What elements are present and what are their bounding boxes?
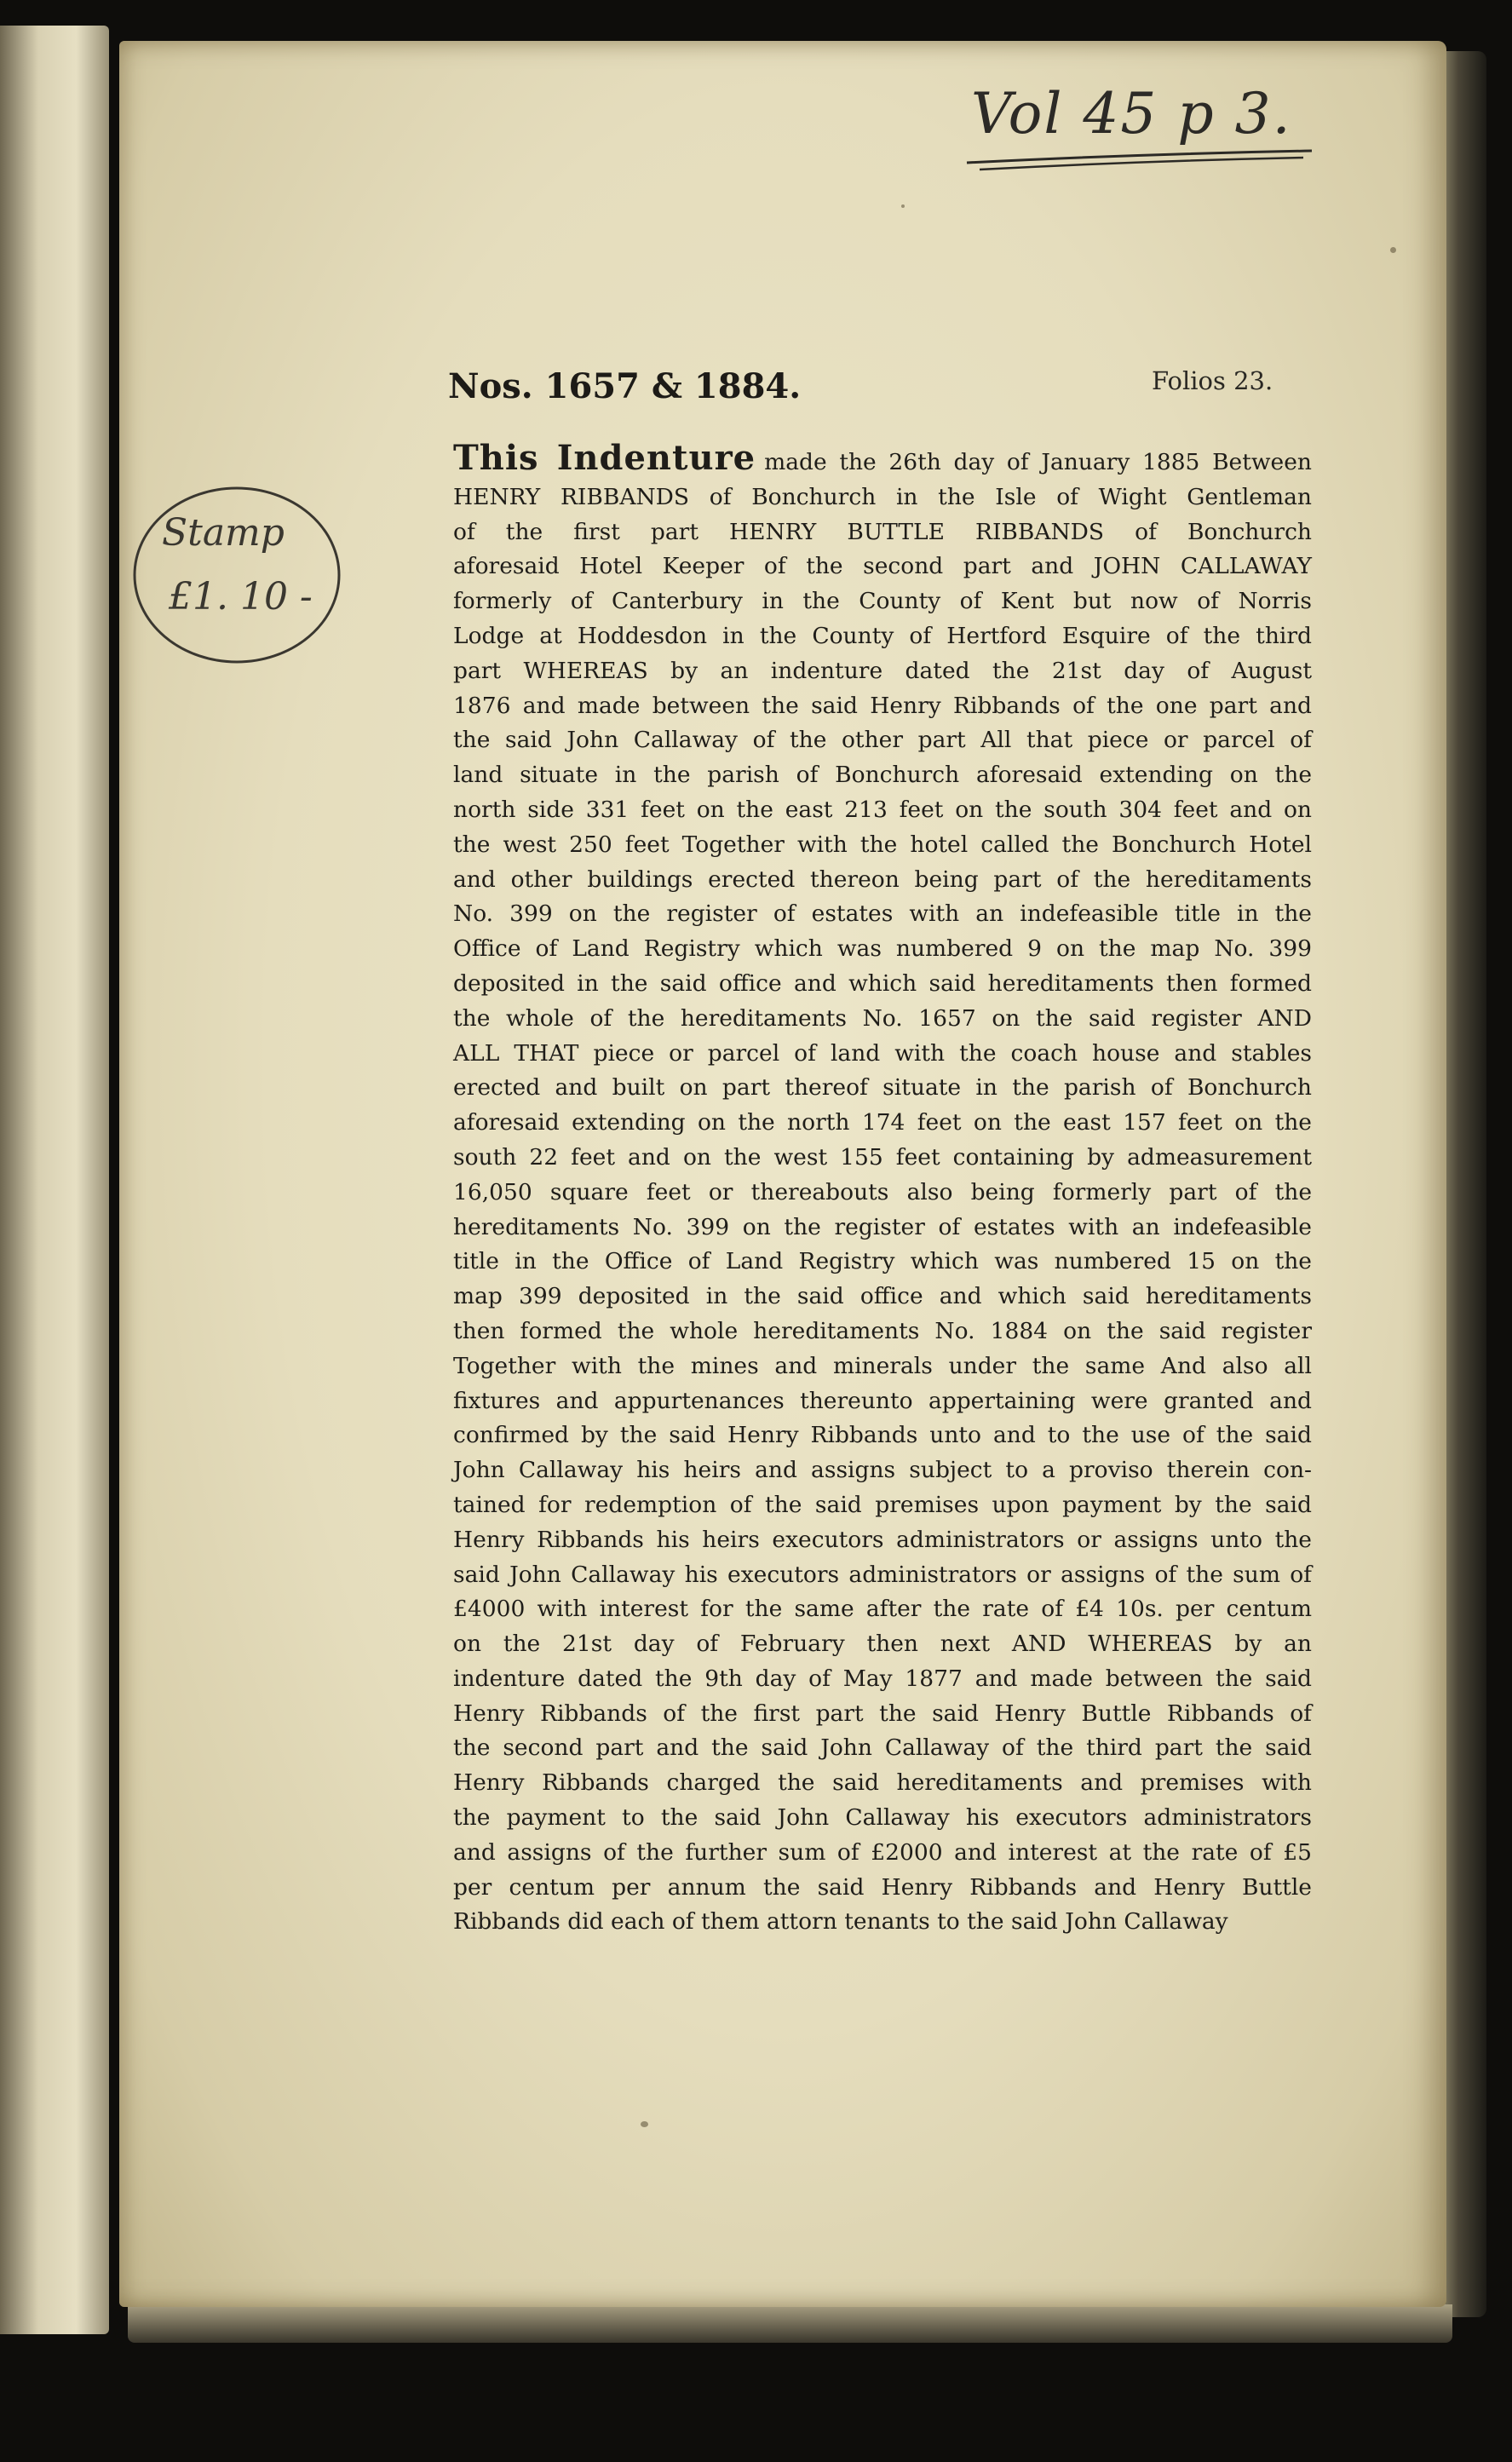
text-line: said John Callaway his executors administrators or assigns of the sum of <box>453 1561 1312 1588</box>
text-line: on the 21st day of February then next AND WHEREAS by an <box>453 1631 1312 1658</box>
folios-count: Folios 23. <box>1152 366 1273 395</box>
paper-speck <box>641 2121 648 2127</box>
book-spine-edge <box>1440 51 1486 2317</box>
text-line: Together with the mines and minerals under the same And also all <box>453 1352 1312 1379</box>
page-stack-bottom <box>128 2304 1452 2343</box>
stamp-amount: £1. 10 - <box>169 575 313 618</box>
text-line: confirmed by the said Henry Ribbands unto and to the use of the said <box>453 1422 1312 1449</box>
volume-reference <box>971 81 1295 166</box>
text-line: Henry Ribbands of the first part the said Henry Buttle Ribbands of <box>453 1700 1312 1727</box>
facing-page-edge <box>0 26 109 2334</box>
text-line: north side 331 feet on the east 213 feet on the south 304 feet and on <box>453 796 1312 823</box>
underline-stroke <box>963 147 1320 173</box>
text-line: 1876 and made between the said Henry Ribbands of the one part and <box>453 692 1312 719</box>
volume-reference-text: Vol 45 p 3. <box>971 81 1292 147</box>
text-line: John Callaway his heirs and assigns subject to a proviso therein con- <box>453 1457 1312 1484</box>
text-line: title in the Office of Land Registry which was numbered 15 on the <box>453 1248 1312 1275</box>
stamp-label: Stamp <box>162 511 285 555</box>
indenture-title: This Indenture <box>453 438 756 478</box>
text-line: hereditaments No. 399 on the register of estates with an indefeasible <box>453 1213 1312 1240</box>
text-line: per centum per annum the said Henry Ribbands and Henry Buttle <box>453 1873 1312 1901</box>
text-line: aforesaid extending on the north 174 feet on the east 157 feet on the <box>453 1109 1312 1136</box>
text-line: the second part and the said John Callaway of the third part the said <box>453 1734 1312 1762</box>
text-line: indenture dated the 9th day of May 1877 and made between the said <box>453 1665 1312 1692</box>
text-line: deposited in the said office and which said hereditaments then formed <box>453 969 1312 997</box>
text-line: £4000 with interest for the same after the rate of £4 10s. per centum <box>453 1596 1312 1623</box>
text-line: 16,050 square feet or thereabouts also being formerly part of the <box>453 1178 1312 1205</box>
indenture-body <box>453 438 1312 1940</box>
text-line: No. 399 on the register of estates with an indefeasible title in the <box>453 900 1312 928</box>
text-line: then formed the whole hereditaments No. 1884 on the said register <box>453 1317 1312 1344</box>
text-line: Henry Ribbands charged the said hereditaments and premises with <box>453 1769 1312 1797</box>
text-line: the said John Callaway of the other part All that piece or parcel of <box>453 727 1312 754</box>
text-line: the whole of the hereditaments No. 1657 on the said register AND <box>453 1004 1312 1032</box>
text-line: This Indenture made the 26th day of January 1885 Between <box>453 438 1312 478</box>
text-line: Henry Ribbands his heirs executors administrators or assigns unto the <box>453 1526 1312 1553</box>
register-numbers-heading: Nos. 1657 & 1884. <box>448 366 802 406</box>
paper-speck <box>1390 247 1396 253</box>
text-line: erected and built on part thereof situate in the parish of Bonchurch <box>453 1074 1312 1102</box>
text-line: aforesaid Hotel Keeper of the second part and JOHN CALLAWAY <box>453 553 1312 580</box>
text-line: Ribbands did each of them attorn tenants to the said John Callaway <box>453 1908 1228 1936</box>
text-line: ALL THAT piece or parcel of land with the coach house and stables <box>453 1039 1312 1067</box>
text-line: part WHEREAS by an indenture dated the 21st day of August <box>453 657 1312 684</box>
text-line: formerly of Canterbury in the County of Kent but now of Norris <box>453 588 1312 615</box>
text-line: map 399 deposited in the said office and which said hereditaments <box>453 1283 1312 1310</box>
text-line: the payment to the said John Callaway his executors administrators <box>453 1804 1312 1832</box>
text-line: Lodge at Hoddesdon in the County of Hertford Esquire of the third <box>453 622 1312 649</box>
text-line: south 22 feet and on the west 155 feet containing by admeasurement <box>453 1143 1312 1171</box>
text-line: fixtures and appurtenances thereunto appertaining were granted and <box>453 1387 1312 1414</box>
stamp-annotation <box>128 481 345 669</box>
text-line: tained for redemption of the said premises upon payment by the said <box>453 1491 1312 1518</box>
text-line: the west 250 feet Together with the hotel called the Bonchurch Hotel <box>453 831 1312 858</box>
text-line: and assigns of the further sum of £2000 and interest at the rate of £5 <box>453 1838 1312 1866</box>
paper-speck <box>901 204 905 208</box>
text-line: and other buildings erected thereon being part of the hereditaments <box>453 866 1312 893</box>
text-line: Office of Land Registry which was numbered 9 on the map No. 399 <box>453 935 1312 963</box>
text-line: land situate in the parish of Bonchurch aforesaid extending on the <box>453 762 1312 789</box>
text-line: HENRY RIBBANDS of Bonchurch in the Isle of Wight Gentleman <box>453 483 1312 510</box>
text-line: of the first part HENRY BUTTLE RIBBANDS of Bonchurch <box>453 518 1312 545</box>
